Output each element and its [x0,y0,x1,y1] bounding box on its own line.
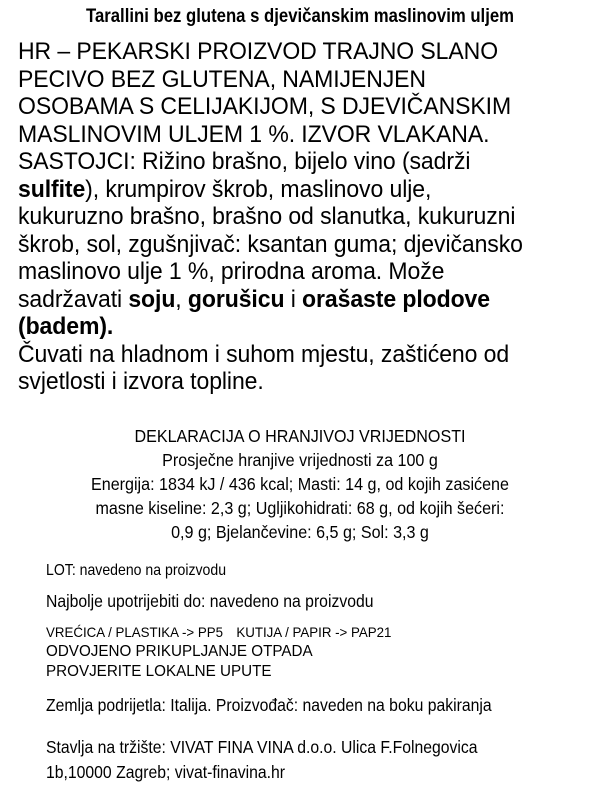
nutrition-values-line-3: 0,9 g; Bjelančevine: 6,5 g; Sol: 3,3 g [171,522,429,542]
ingredients-text: sadržavati [18,285,129,313]
allergen-almond: (badem). [18,313,114,340]
description-line-4: MASLINOVIM ULJEM 1 %. IZVOR VLAKANA. [18,120,490,148]
country-of-origin: Zemlja podrijetla: Italija. Proizvođač: naveden na boku pakiranja [46,695,492,715]
nutrition-subheading: Prosječne hranjive vrijednosti za 100 g [162,450,438,470]
label-main-text [18,38,563,396]
ingredients-text: ), krumpirov škrob, maslinovo ulje, [85,175,432,203]
allergen-nuts: orašaste plodove [302,285,490,313]
storage-instructions [18,341,563,396]
nutrition-declaration [61,424,539,544]
ingredients-list [18,148,563,341]
disposal-instructions [46,642,313,682]
ingredients-text: škrob, sol, zgušnjivač: ksantan guma; djevičansko [18,230,523,258]
product-title: Tarallini bez glutena s djevičanskim maslinovim uljem [85,6,515,27]
lot-number: LOT: navedeno na proizvodu [46,562,227,579]
distributor-line-1: Stavlja na tržište: VIVAT FINA VINA d.o.o. Ulica F.Folnegovica [46,737,478,757]
ingredients-separator: i [284,285,303,313]
ingredients-text: kukuruzno brašno, brašno od slanutka, kukuruzni [18,203,516,230]
product-description [18,38,563,148]
disposal-line-2: PROVJERITE LOKALNE UPUTE [46,663,272,680]
distributor-line-2: 1b,10000 Zagreb; vivat-finavina.hr [46,762,286,782]
recycling-bag-code: VREĆICA / PLASTIKA -> PP5 [46,624,224,640]
allergen-soy: soju [128,285,176,313]
recycling-codes [46,623,391,641]
nutrition-values-line-1: Energija: 1834 kJ / 436 kcal; Masti: 14 g, od kojih zasićene [91,474,509,494]
ingredients-text: SASTOJCI: Rižino brašno, bijelo vino (sadrži [18,148,471,175]
best-before: Najbolje upotrijebiti do: navedeno na proizvodu [46,591,374,611]
disposal-line-1: ODVOJENO PRIKUPLJANJE OTPADA [46,643,313,660]
distributor-info [46,735,478,785]
description-line-3: OSOBAMA S CELIJAKIJOM, S DJEVIČANSKIM [18,93,512,120]
storage-line-1: Čuvati na hladnom i suhom mjestu, zaštićeno od [18,340,510,368]
ingredients-text: maslinovo ulje 1 %, prirodna aroma. Može [18,258,445,285]
description-line-2: PECIVO BEZ GLUTENA, NAMIJENJEN [18,65,426,93]
ingredients-separator: , [175,285,188,313]
recycling-box-code: KUTIJA / PAPIR -> PAP21 [236,624,392,640]
allergen-sulfites: sulfite [18,175,86,203]
nutrition-values-line-2: masne kiseline: 2,3 g; Ugljikohidrati: 68 g, od kojih šećeri: [95,498,505,518]
allergen-mustard: gorušicu [187,285,285,313]
storage-line-2: svjetlosti i izvora topline. [18,368,264,395]
nutrition-heading: DEKLARACIJA O HRANJIVOJ VRIJEDNOSTI [134,426,466,446]
description-line-1: HR – PEKARSKI PROIZVOD TRAJNO SLANO [18,38,499,65]
